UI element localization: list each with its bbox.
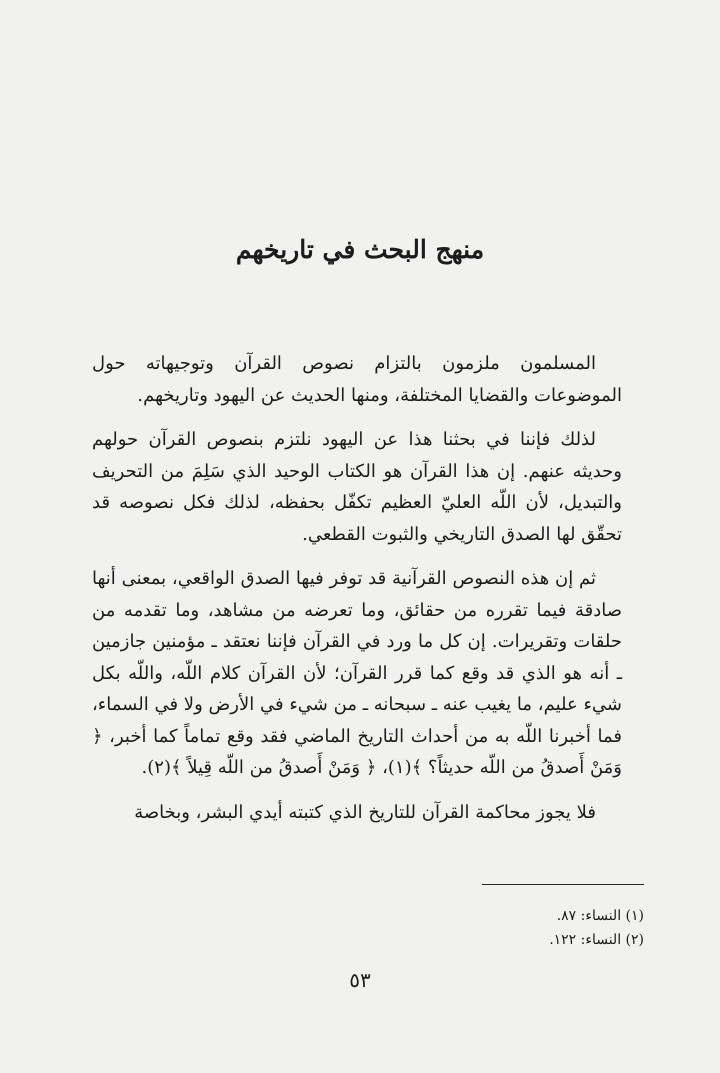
paragraph-2: لذلك فإننا في بحثنا هذا عن اليهود نلتزم بنصوص القرآن حولهم وحديثه عنهم. إن هذا القرآن هو الكتاب الوحيد الذي سَلِمَ من التحريف والتبديل، لأن اللّه العليّ العظيم تكفّل بحفظه، لذلك فكل نصوصه قد تحقّق لها الصدق التاريخي والثبوت القطعي. <box>92 429 622 545</box>
footnotes <box>92 904 644 952</box>
footnote-2: (٢) النساء: ١٢٢. <box>549 932 644 948</box>
page-number: ٥٣ <box>349 968 371 992</box>
paragraph-1: المسلمون ملزمون بالتزام نصوص القرآن وتوجيهاته حول الموضوعات والقضايا المختلفة، ومنها الحديث عن اليهود وتاريخهم. <box>92 353 622 406</box>
footnote-1: (١) النساء: ٨٧. <box>556 908 644 924</box>
chapter-title: منهج البحث في تاريخهم <box>235 234 485 264</box>
body-text <box>92 348 622 841</box>
footnote-divider <box>482 884 644 885</box>
paragraph-3: ثم إن هذه النصوص القرآنية قد توفر فيها الصدق الواقعي، بمعنى أنها صادقة فيما تقرره من حقائق، وما تعرضه من مشاهد، وما تقدمه من حلقات وتقريرات. إن كل ما ورد في القرآن فإننا نعتقد ـ مؤمنين جازمين ـ أنه هو الذي قد وقع كما قرر القرآن؛ لأن القرآن كلام اللّه، واللّه بكل شيء عليم، ما يغيب عنه ـ سبحانه ـ من شيء في الأرض ولا في السماء، فما أخبرنا اللّه به من أحداث التاريخ الماضي فقد وقع تماماً كما أخبر، ﴿ وَمَنْ أَصدقُ من اللّه حديثاً؟ ﴾(١)، ﴿ وَمَنْ أَصدقُ من اللّه قِيلاً ﴾(٢). <box>92 568 622 778</box>
paragraph-4: فلا يجوز محاكمة القرآن للتاريخ الذي كتبته أيدي البشر، وبخاصة <box>134 801 596 823</box>
